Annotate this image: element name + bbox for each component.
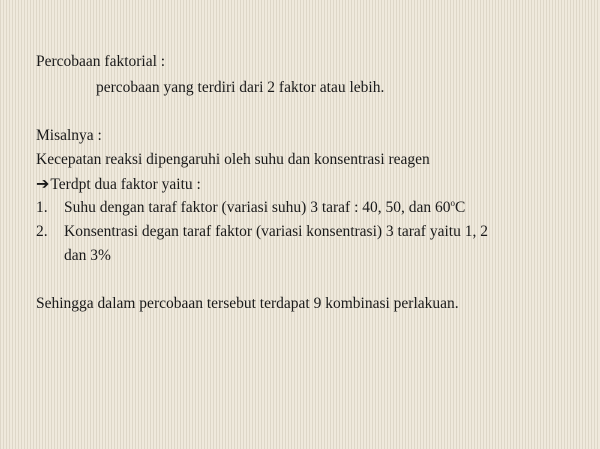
arrow-point <box>36 174 201 194</box>
list-item-number: 2. <box>36 223 48 240</box>
list-item-text: Suhu dengan taraf faktor (variasi suhu) 3 taraf : 40, 50, dan 60 <box>64 199 451 216</box>
list-item-1 <box>36 198 465 217</box>
definition-text: percobaan yang terdiri dari 2 faktor atau lebih. <box>96 79 385 96</box>
arrow-point-text: Terdpt dua faktor yaitu : <box>50 176 201 193</box>
slide-heading: Percobaan faktorial : <box>36 53 166 70</box>
list-item-2-continuation: dan 3% <box>64 247 111 264</box>
degree-superscript: o <box>450 198 456 208</box>
example-text: Kecepatan reaksi dipengaruhi oleh suhu dan konsentrasi reagen <box>36 151 430 168</box>
list-item-2 <box>36 222 488 241</box>
example-label: Misalnya : <box>36 127 102 144</box>
list-item-number: 1. <box>36 199 48 216</box>
conclusion-text: Sehingga dalam percobaan tersebut terdapat 9 kombinasi perlakuan. <box>36 295 459 312</box>
right-arrow-icon: ➔ <box>36 174 50 193</box>
unit-suffix: C <box>455 199 466 216</box>
list-item-text: Konsentrasi degan taraf faktor (variasi konsentrasi) 3 taraf yaitu 1, 2 <box>64 223 488 240</box>
